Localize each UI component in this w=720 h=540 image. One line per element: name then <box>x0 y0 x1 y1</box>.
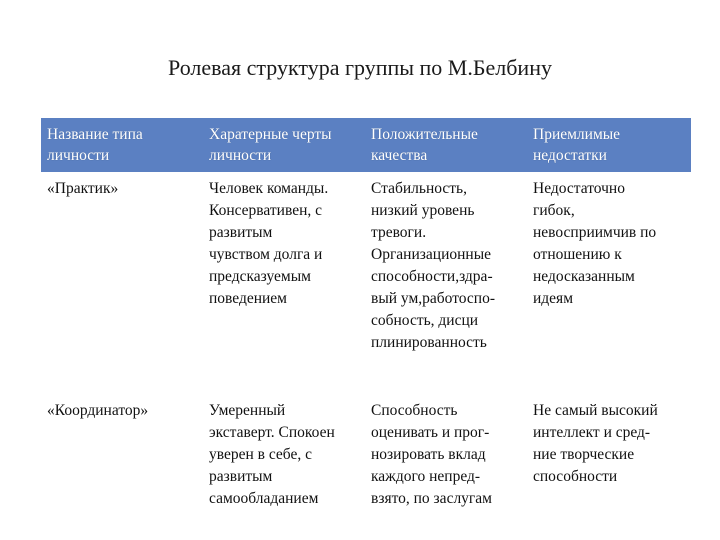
header-cell-positive <box>365 124 527 166</box>
cell-line: гибок, <box>533 202 575 219</box>
page-title: Ролевая структура группы по М.Белбину <box>168 55 552 80</box>
header-cell-weaknesses <box>527 124 691 166</box>
cell-line: ние творческие <box>533 446 635 463</box>
cell-line: развитым <box>209 224 273 241</box>
cell-line: нозировать вклад <box>371 446 486 463</box>
cell-line: способности,здра- <box>371 268 493 285</box>
header-cell-type <box>41 124 203 166</box>
cell-traits <box>203 178 365 392</box>
header-line: Приемлимые <box>533 126 621 143</box>
table-row <box>41 172 691 392</box>
cell-line: взято, по заслугам <box>371 490 492 507</box>
cell-positive <box>365 178 527 392</box>
header-line: недостатки <box>533 147 607 164</box>
cell-line: идеям <box>533 290 573 307</box>
cell-line: собность, дисци <box>371 312 479 329</box>
header-line: качества <box>371 147 428 164</box>
cell-traits <box>203 400 365 510</box>
header-line: личности <box>47 147 110 164</box>
cell-line: уверен в себе, с <box>209 446 312 463</box>
cell-line: невосприимчив по <box>533 224 657 241</box>
header-cell-traits <box>203 124 365 166</box>
header-line: личности <box>209 147 272 164</box>
cell-line: Способность <box>371 402 458 419</box>
cell-line: предсказуемым <box>209 268 311 285</box>
header-line: Харатерные черты <box>209 126 332 143</box>
cell-line: Стабильность, <box>371 180 467 197</box>
cell-line: интеллект и сред- <box>533 424 651 441</box>
cell-line: «Практик» <box>47 180 119 197</box>
cell-line: каждого непред- <box>371 468 481 485</box>
table-header-row <box>41 118 691 172</box>
cell-positive <box>365 400 527 510</box>
cell-line: тревоги. <box>371 224 427 241</box>
cell-line: недосказанным <box>533 268 635 285</box>
table-row <box>41 392 691 510</box>
cell-line: Не самый высокий <box>533 402 658 419</box>
roles-table <box>41 118 691 510</box>
cell-line: самообладанием <box>209 490 319 507</box>
cell-line: «Координатор» <box>47 402 149 419</box>
cell-role-name <box>41 178 203 392</box>
cell-line: плинированность <box>371 334 487 351</box>
cell-line: экставерт. Спокоен <box>209 424 335 441</box>
cell-line: вый ум,работоспо- <box>371 290 495 307</box>
cell-line: развитым <box>209 468 273 485</box>
cell-line: поведением <box>209 290 287 307</box>
cell-weaknesses <box>527 178 691 392</box>
cell-line: Человек команды. <box>209 180 329 197</box>
header-line: Название типа <box>47 126 143 143</box>
cell-line: оценивать и прог- <box>371 424 490 441</box>
cell-line: чувством долга и <box>209 246 323 263</box>
cell-line: низкий уровень <box>371 202 475 219</box>
cell-role-name <box>41 400 203 510</box>
header-line: Положительные <box>371 126 478 143</box>
cell-line: Недостаточно <box>533 180 625 197</box>
cell-line: Организационные <box>371 246 491 263</box>
cell-line: способности <box>533 468 618 485</box>
cell-weaknesses <box>527 400 691 510</box>
cell-line: Консервативен, с <box>209 202 323 219</box>
cell-line: Умеренный <box>209 402 286 419</box>
cell-line: отношению к <box>533 246 622 263</box>
